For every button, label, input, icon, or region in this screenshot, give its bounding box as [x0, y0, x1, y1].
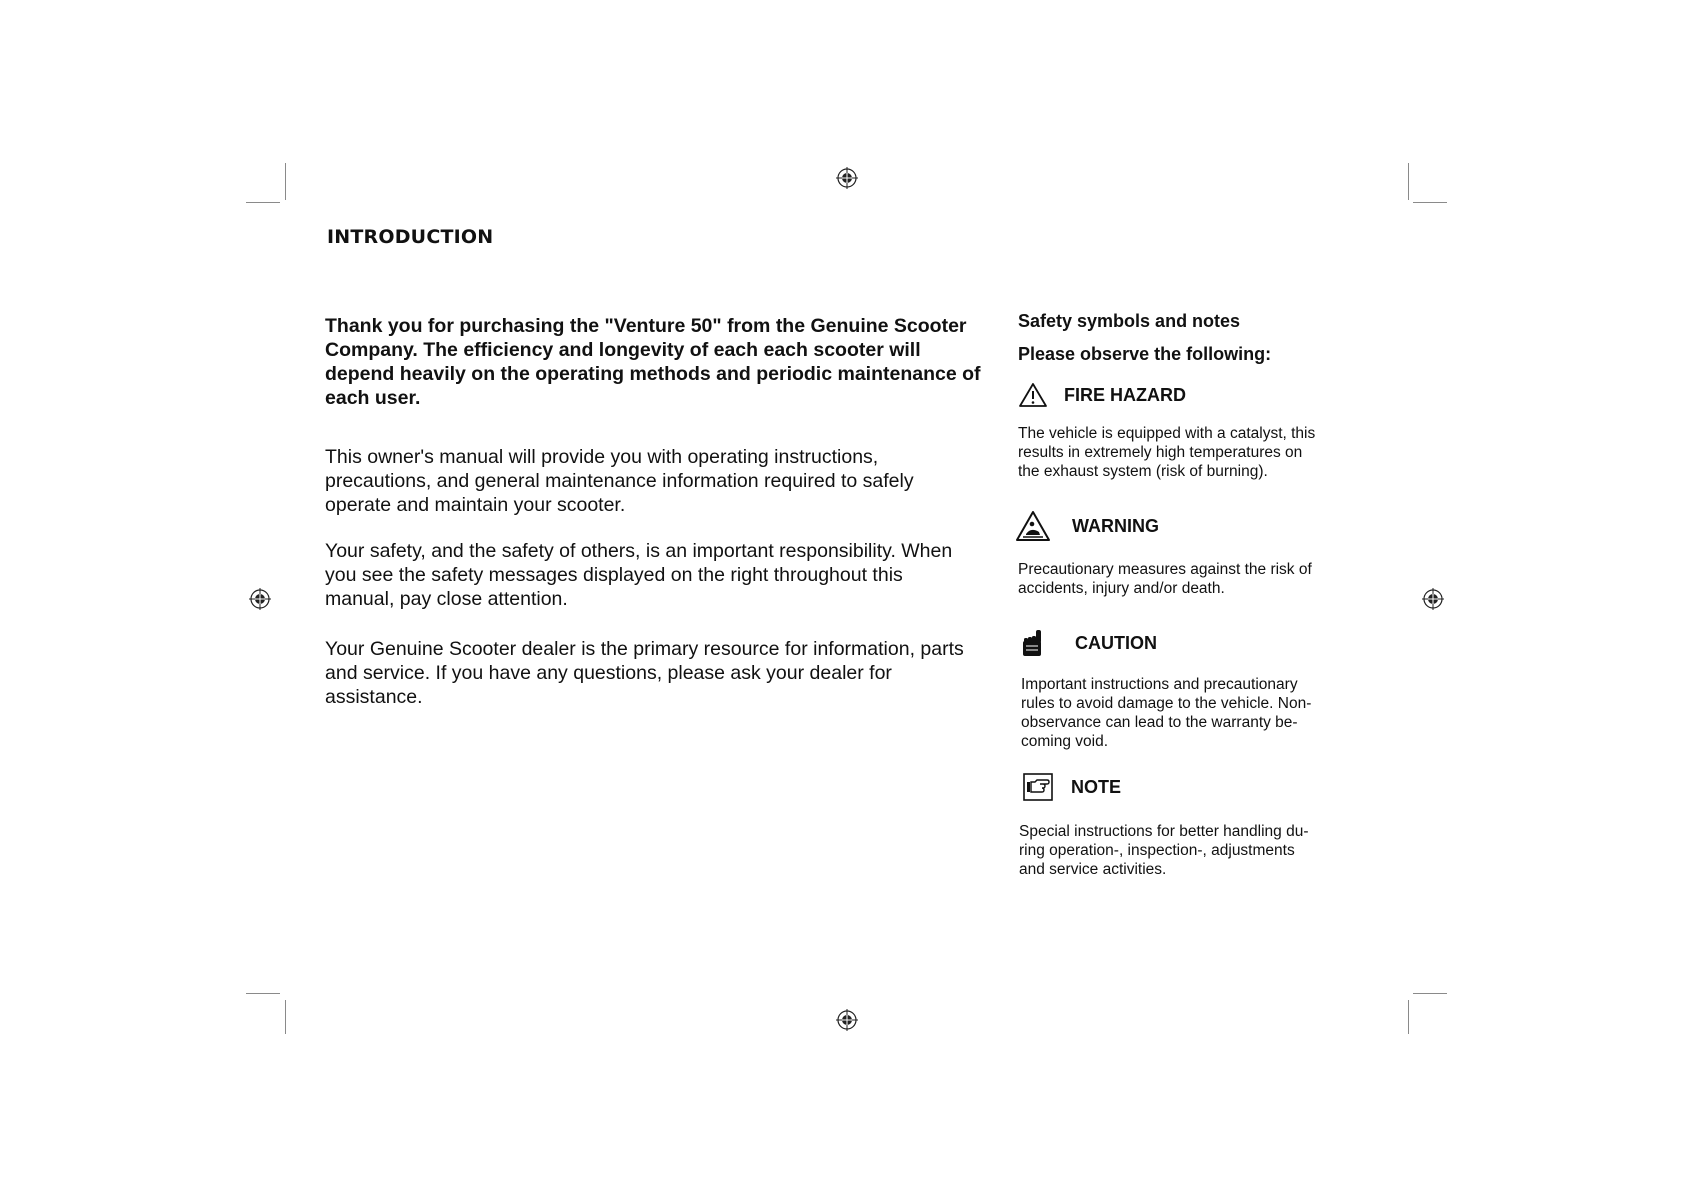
registration-mark-top: [836, 167, 858, 189]
paragraph-line: manual, pay close attention.: [325, 588, 568, 610]
description-line: observance can lead to the warranty be-: [1021, 714, 1298, 731]
crop-mark-top-right-horizontal: [1413, 202, 1447, 203]
safety-heading: Safety symbols and notes: [1018, 311, 1241, 331]
fire-hazard-description: [1018, 424, 1340, 481]
description-line: and service activities.: [1019, 861, 1167, 878]
crop-mark-top-left-horizontal: [246, 202, 280, 203]
description-line: Special instructions for better handling du-: [1019, 823, 1309, 840]
dealer-paragraph: [325, 637, 997, 709]
crop-mark-bottom-left-horizontal: [246, 993, 280, 994]
description-line: Precautionary measures against the risk of: [1018, 561, 1312, 578]
page-title: INTRODUCTION: [327, 226, 494, 248]
crop-mark-bottom-right-horizontal: [1413, 993, 1447, 994]
description-line: The vehicle is equipped with a catalyst, this: [1018, 425, 1316, 442]
intro-bold-paragraph: [325, 314, 997, 410]
description-line: Important instructions and precautionary: [1021, 676, 1298, 693]
note-heading: [1023, 773, 1121, 801]
intro-bold-line: Thank you for purchasing the "Venture 50" from the Genuine Scooter: [325, 315, 967, 337]
description-line: rules to avoid damage to the vehicle. Non-: [1021, 695, 1312, 712]
caution-title: CAUTION: [1075, 632, 1157, 653]
paragraph-line: operate and maintain your scooter.: [325, 494, 626, 516]
paragraph-line: Your Genuine Scooter dealer is the primary resource for information, parts: [325, 638, 964, 660]
description-line: coming void.: [1021, 733, 1109, 750]
caution-description: [1021, 675, 1341, 751]
warning-title: WARNING: [1072, 515, 1159, 536]
registration-mark-right: [1422, 588, 1444, 610]
warning-triangle-icon: [1018, 382, 1048, 408]
hand-caution-icon: [1020, 628, 1046, 658]
accident-warning-icon: [1015, 510, 1051, 542]
paragraph-line: This owner's manual will provide you with operating instructions,: [325, 446, 879, 468]
manual-purpose-paragraph: [325, 445, 997, 517]
note-title: NOTE: [1071, 776, 1122, 797]
crop-mark-top-left-vertical: [285, 163, 286, 200]
paragraph-line: and service. If you have any questions, please ask your dealer for: [325, 662, 892, 684]
fire-hazard-title: FIRE HAZARD: [1064, 384, 1186, 405]
paragraph-line: Your safety, and the safety of others, is an important responsibility. When: [325, 540, 953, 562]
intro-bold-line: depend heavily on the operating methods and periodic maintenance of: [325, 363, 981, 385]
fire-hazard-heading: [1018, 382, 1186, 408]
crop-mark-top-right-vertical: [1408, 163, 1409, 200]
safety-responsibility-paragraph: [325, 539, 997, 611]
pointing-hand-note-icon: [1023, 773, 1053, 801]
description-line: accidents, injury and/or death.: [1018, 580, 1225, 597]
paragraph-line: assistance.: [325, 686, 423, 708]
intro-bold-line: Company. The efficiency and longevity of each each scooter will: [325, 339, 921, 361]
description-line: the exhaust system (risk of burning).: [1018, 463, 1268, 480]
crop-mark-bottom-right-vertical: [1408, 1000, 1409, 1034]
intro-bold-line: each user.: [325, 387, 421, 409]
registration-mark-left: [249, 588, 271, 610]
note-description: [1019, 822, 1339, 879]
warning-description: [1018, 560, 1340, 598]
description-line: ring operation-, inspection-, adjustments: [1019, 842, 1295, 859]
warning-heading: [1015, 510, 1159, 542]
crop-mark-bottom-left-vertical: [285, 1000, 286, 1034]
paragraph-line: precautions, and general maintenance information required to safely: [325, 470, 914, 492]
caution-heading: [1020, 628, 1157, 658]
description-line: results in extremely high temperatures on: [1018, 444, 1303, 461]
safety-subheading: Please observe the following:: [1018, 344, 1272, 364]
registration-mark-bottom: [836, 1009, 858, 1031]
paragraph-line: you see the safety messages displayed on the right throughout this: [325, 564, 903, 586]
